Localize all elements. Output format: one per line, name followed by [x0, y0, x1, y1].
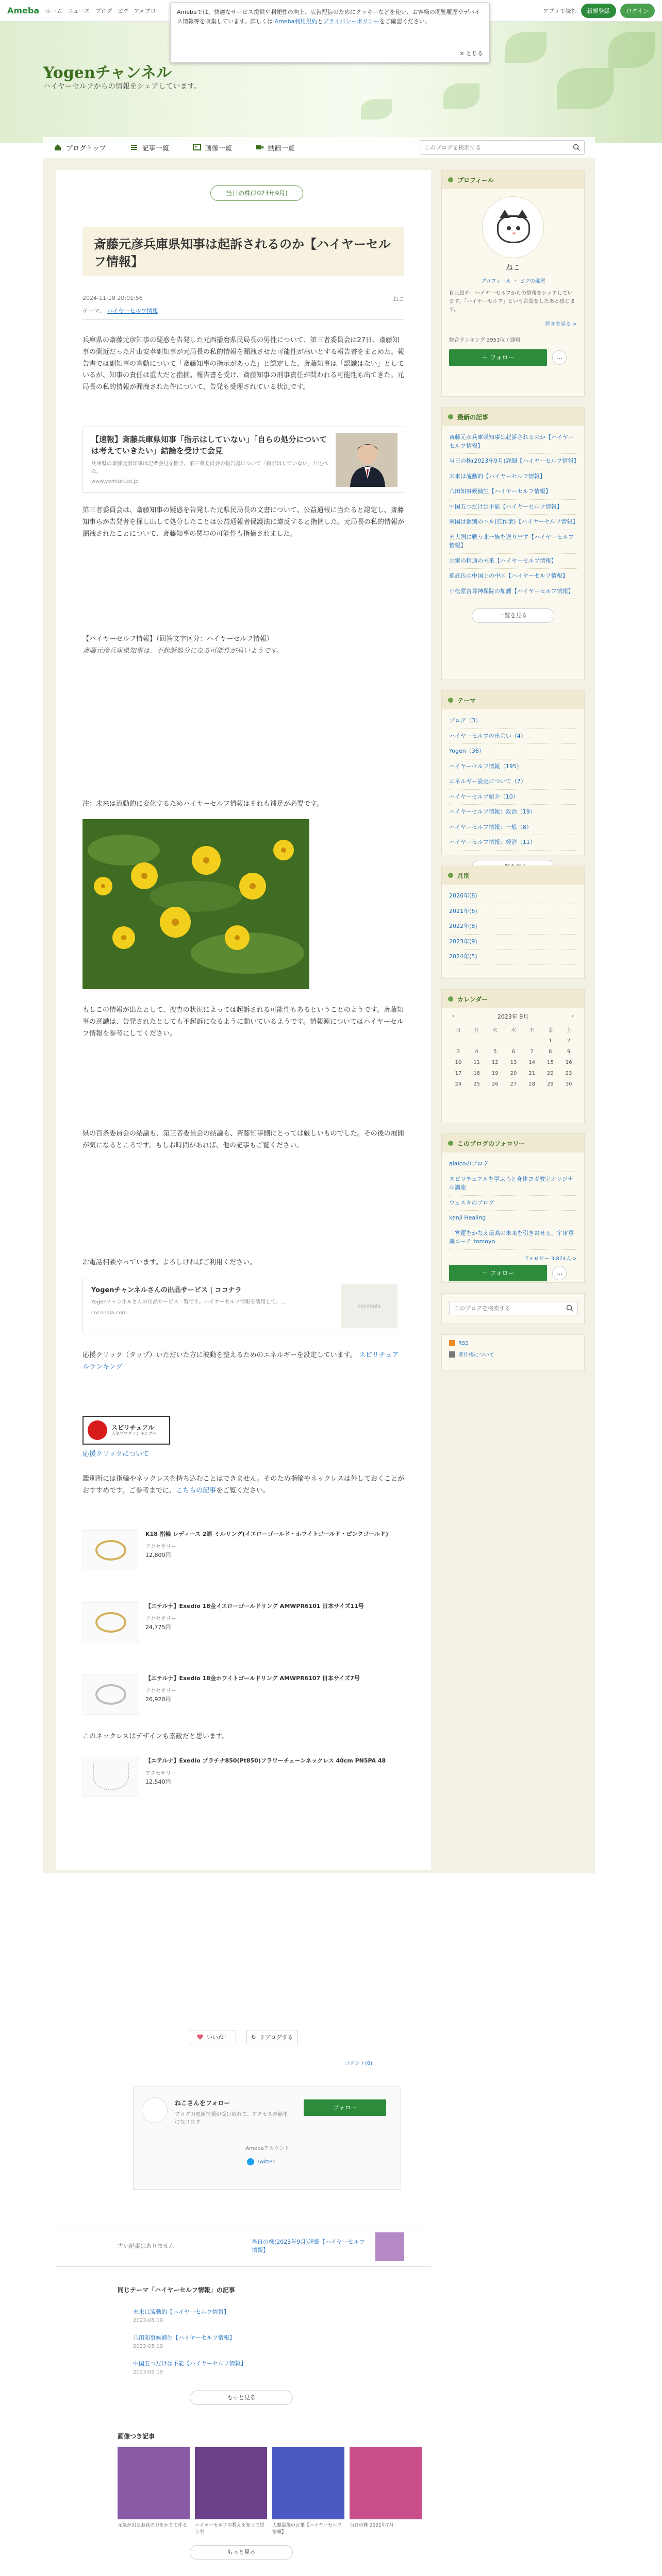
archive-entry[interactable]: 2020年(8) [449, 889, 577, 904]
calendar-day: 12 [491, 1060, 499, 1065]
video-icon [256, 143, 264, 151]
calendar-title: 2023年 9月 [497, 1013, 529, 1020]
related-more-button[interactable]: もっと見る [190, 2391, 293, 2405]
leaf-decoration [443, 83, 479, 109]
product-maker: アクセサリー [145, 1616, 176, 1622]
nav-image-list[interactable] [193, 143, 232, 152]
bullet-icon [448, 177, 453, 182]
followers-follow-button[interactable]: ＋ フォロー [449, 1265, 547, 1281]
theme-box [441, 690, 585, 855]
bullet-icon [448, 996, 453, 1002]
calendar-day [486, 1036, 504, 1046]
link-card-thumbnail [336, 433, 398, 487]
product-name: 【エテルナ】Exedio プラチナ850(Pt850)フラワーチェーンネックレス 40cm PN5PA 48 [145, 1757, 386, 1764]
image-entry-caption[interactable]: 当日の株 2021年7月 [350, 2523, 394, 2528]
coconala-card-title: Yogenチャンネルさんの出品サービス | ココナラ [91, 1286, 242, 1294]
paragraph [82, 634, 404, 657]
paragraph [82, 1473, 404, 1497]
coconala-card-source: coconala.com [91, 1310, 127, 1316]
privacy-link[interactable]: プライバシーポリシー [323, 18, 379, 25]
ameba-account-label: Amebaアカウント [245, 2146, 290, 2151]
recent-heading: 最新の記事 [457, 413, 489, 421]
follower-entry[interactable]: 「宮蓮をかなえ最高の未来を引き寄せる」宇宙意識コーチ tomoyo [449, 1226, 577, 1250]
follower-entry[interactable]: kenji Healing [449, 1211, 577, 1226]
theme-entry[interactable]: エネルギー設定について（7） [449, 774, 577, 790]
archive-entry[interactable]: 2023年(9) [449, 935, 577, 950]
theme-entry[interactable]: ハイヤーセルフ情報：経済（11） [449, 835, 577, 851]
calendar-day: 15 [547, 1060, 554, 1065]
reblog-button[interactable] [246, 2030, 298, 2044]
article-title-card [82, 227, 404, 276]
recent-entry[interactable]: 水蜜の精通の未来【ハイヤーセルフ情報】 [449, 554, 577, 569]
recent-entry[interactable]: 小松原宮尊神保院の加護【ハイヤーセルフ情報】 [449, 584, 577, 600]
archive-entry[interactable]: 2024年(5) [449, 950, 577, 965]
bullet-icon [448, 1141, 453, 1146]
like-button[interactable] [190, 2030, 236, 2044]
followers-list [442, 1153, 584, 1254]
profile-more [442, 319, 584, 327]
profile-links[interactable]: プロフィール ・ ピグの部屋 [481, 279, 545, 284]
recent-entry[interactable]: 八田知事候補生【ハイヤーセルフ情報】 [449, 484, 577, 500]
theme-entry[interactable]: Yogen（36） [449, 744, 577, 759]
article-title[interactable]: 斎藤元彦兵庫県知事は起訴されるのか【ハイヤーセルフ情報】 [94, 237, 391, 269]
follower-entry[interactable]: ウェスタのブログ [449, 1196, 577, 1211]
calendar-day [523, 1036, 541, 1046]
home-icon [54, 143, 62, 151]
next-month-icon[interactable]: › [571, 1012, 574, 1019]
avatar[interactable] [482, 196, 544, 258]
sidebar-follow-button[interactable]: ＋ フォロー [449, 349, 547, 366]
ranking-text: 応援クリック（タップ）いただいた方に波動を整えるためのエネルギーを設定しています。 [82, 1351, 357, 1359]
more-menu-icon[interactable]: … [552, 1266, 567, 1280]
recent-entry[interactable]: 五大国に戦う北一族を送り出す【ハイヤーセルフ情報】 [449, 530, 577, 554]
link-card-snippet: 兵庫県の斎藤元彦知事は記者会見を開き、第三者委員会の報告書について「指示はしていない」と述べた。 [91, 461, 328, 474]
theme-link[interactable]: ハイヤーセルフ情報 [107, 308, 158, 314]
profile-header [442, 171, 584, 189]
archive-entry[interactable]: 2021年(6) [449, 904, 577, 920]
prev-entry-label: 古い記事はありません [118, 2243, 174, 2249]
calendar-day: 24 [455, 1081, 462, 1087]
bullet-icon [448, 414, 453, 419]
paragraph: このネックレスはデザインも素敵だと思います。 [82, 1733, 229, 1740]
calendar-day: 7 [530, 1049, 534, 1055]
calendar-day: 11 [473, 1060, 480, 1065]
cat-eye [516, 226, 520, 230]
product-image [82, 1530, 139, 1570]
sidebar [441, 170, 585, 1870]
calendar-day: 30 [565, 1081, 572, 1087]
nav-video-list-label: 動画一覧 [268, 144, 295, 152]
related-entry[interactable] [133, 2360, 401, 2376]
calendar-day: 18 [473, 1071, 480, 1076]
product-price: 12,800円 [145, 1551, 171, 1558]
app-link[interactable]: アプリで読む [542, 7, 577, 14]
followers-count-row [442, 1254, 584, 1262]
follow-row [442, 346, 584, 369]
calendar-day: 22 [547, 1071, 554, 1076]
theme-header [442, 691, 584, 709]
calendar-day: 21 [528, 1071, 536, 1076]
profile-text: 自己紹介：ハイヤーセルフからの情報をシェアしています。「ハイヤーセルフ」という言葉をしたあと感じます。 [449, 291, 575, 313]
product-info [145, 1674, 360, 1717]
paragraph: 兵庫県の斎藤元彦知事の疑惑を告発した元西播磨県民局長の男性について、第三者委員会は27日、斎藤知事の側近だった片山安孝副知事が元局長の私的情報を漏洩させた可能性が高いとする報告書をまとめた。報告書では副知事の言動について「斎藤知事の指示があった」と認定した。斎藤知事は「認識はない」としているが、知事の責任は重大だと指摘。報告書を受け、斎藤知事の刑事責任が問われる可能性も出てきた。元局長の私的情報が漏洩された件について、告発も受理されている状況です。 [82, 336, 405, 391]
images-more-button[interactable]: もっと見る [190, 2545, 293, 2560]
product-maker: アクセサリー [145, 1688, 176, 1694]
badge-title: スピリチュアル [111, 1424, 154, 1431]
rss-link[interactable]: RSS [458, 1340, 469, 1346]
related-date: 2023-05-19 [133, 2369, 163, 2375]
higher-self-answer: 斎藤元彦兵庫県知事は、不起訴処分になる可能性が高いようです。 [82, 647, 283, 655]
related-title: 中国五つだけは不能【ハイヤーセルフ情報】 [133, 2360, 246, 2367]
product-info [145, 1757, 386, 1799]
coconala-card[interactable] [82, 1278, 404, 1333]
calendar-day: 20 [510, 1071, 517, 1076]
profile-box [441, 170, 585, 397]
ring-icon [95, 1540, 126, 1561]
cat-ear [517, 210, 527, 218]
follow-card-button[interactable]: フォロー [304, 2099, 386, 2116]
notice-and: と [317, 18, 323, 25]
calendar-day: 29 [547, 1081, 554, 1087]
calendar-grid [449, 1024, 578, 1090]
ranking-badge-icon [88, 1420, 107, 1440]
like-label: いいね！ [207, 2034, 229, 2041]
ranking-badge-label [111, 1424, 157, 1436]
nav-entry-list[interactable] [130, 143, 169, 152]
weekday: 火 [492, 1028, 498, 1033]
article-author[interactable]: ねこ [393, 296, 404, 302]
profile-name[interactable]: ねこ [506, 264, 520, 272]
sidebar-search[interactable] [449, 1301, 578, 1315]
notice-close-button[interactable]: × とじる [459, 50, 483, 57]
calendar-day: 9 [567, 1049, 571, 1055]
profile-heading: プロフィール [457, 176, 494, 184]
follower-entry[interactable]: スピリチュアルを学ぶ心と身体ヨガ教室オリジナル講座 [449, 1172, 577, 1196]
ring-icon [95, 1684, 126, 1705]
calendar-day: 27 [510, 1081, 517, 1087]
blog-title[interactable]: Yogenチャンネル [43, 64, 172, 82]
link-card-source: www.yomiuri.co.jp [91, 478, 139, 484]
recent-more-button[interactable]: 一覧を見る [472, 608, 554, 623]
product-image [82, 1674, 139, 1715]
next-entry-link[interactable]: 当日の株(2023年9月)詳細【ハイヤーセルフ情報】 [252, 2239, 365, 2253]
topnav-news[interactable]: ニュース [68, 7, 90, 14]
product-maker: アクセサリー [145, 1544, 176, 1550]
page-body [43, 158, 595, 1873]
theme-entry[interactable]: ハイヤーセルフ紹介（10） [449, 790, 577, 805]
blog-nav [43, 137, 595, 158]
calendar-day: 25 [473, 1081, 480, 1087]
leaf-decoration [557, 68, 614, 109]
followers-box [441, 1133, 585, 1283]
jewelry-text-end: をご覧ください。 [216, 1486, 270, 1495]
article-main [56, 170, 431, 1870]
product-price: 24,775円 [145, 1623, 171, 1631]
twitter-icon [247, 2158, 254, 2165]
product-name: 【エテルナ】Exedio 18金ホワイトゴールドリング AMWPR6107 日本サイズ7号 [145, 1675, 360, 1682]
recent-entry[interactable]: 羅武氏の中国上の中国【ハイヤーセルフ情報】 [449, 569, 577, 584]
ameba-top-nav [45, 7, 156, 15]
archive-entry[interactable]: 2022年(8) [449, 919, 577, 935]
calendar-day: 17 [455, 1071, 462, 1076]
calendar-day: 4 [475, 1049, 478, 1055]
rss-box [441, 1334, 585, 1370]
product-image [82, 1602, 139, 1642]
link-card-title: 【速報】斎藤兵庫県知事「指示はしていない」「自らの処分については考えていきたい」結論を受けて会見 [91, 435, 327, 455]
calendar-day: 23 [565, 1071, 572, 1076]
flower-photo [82, 819, 309, 989]
nav-entry-list-label: 記事一覧 [142, 144, 169, 152]
image-entry-caption[interactable]: 元気が出るお花の力をかりて作る [118, 2523, 188, 2528]
higher-self-heading: 【ハイヤーセルフ情報】（回答文字区分：ハイヤーセルフ情報） [82, 635, 273, 643]
theme-heading: テーマ [457, 697, 476, 704]
archive-list [442, 885, 584, 969]
cat-icon [497, 215, 530, 243]
ranking-info[interactable]: 総合ランキング 2953位 / 通知 [449, 337, 521, 343]
cat-eye [507, 226, 511, 230]
recent-entry[interactable]: 南国は個別のハル(無作業)【ハイヤーセルフ情報】 [449, 515, 577, 530]
follow-row [442, 1262, 584, 1284]
calendar-day [468, 1036, 486, 1046]
product-price: 26,920円 [145, 1696, 171, 1703]
jewelry-link[interactable]: こちらの記事 [176, 1486, 217, 1495]
comments-link[interactable]: コメント(0) [344, 2061, 373, 2066]
archive-heading: 月別 [457, 872, 470, 879]
recent-list [442, 426, 584, 603]
calendar-day: 10 [455, 1060, 462, 1065]
theme-entry[interactable]: ハイヤーセルフ情報：政治（19） [449, 805, 577, 820]
terms-link[interactable]: Ameba利用規約 [274, 18, 318, 25]
theme-list [442, 709, 584, 855]
weekday: 水 [510, 1028, 516, 1033]
follower-entry[interactable]: aiaicoのブログ [449, 1157, 577, 1172]
spiritual-ranking-badge[interactable] [82, 1416, 170, 1445]
product-price: 12,540円 [145, 1778, 171, 1785]
paragraph: もしこの情報が出たとして、捜査の状況によっては起訴される可能性もあるということのようです。斎藤知事の意識は、告発されたとしても不起訴になるように動いているようです。情報源についてはハイヤーセルフ情報を参考にしてください。 [82, 1006, 404, 1038]
sidebar-search-input[interactable] [454, 1305, 566, 1312]
calendar-header [442, 990, 584, 1008]
paragraph: 注：未来は流動的に変化するためハイヤーセルフ情報はそれも補足が必要です。 [82, 800, 323, 808]
rss-icon [449, 1340, 455, 1346]
theme-label: テーマ： [82, 308, 105, 314]
calendar-day [504, 1036, 523, 1046]
follow-card-text: ブログの更新情報が受け取れて、アクセスが簡単になります [175, 2112, 288, 2125]
topnav-ameblo[interactable]: アメブロ [134, 7, 156, 14]
calendar-day: 14 [528, 1060, 536, 1065]
badge-subtitle: 人気ブログランキングへ [111, 1431, 157, 1436]
coconala-card-desc: Yogenチャンネルさんの出品サービス一覧です。ハイヤーセルフ情報を活用して、... [91, 1299, 286, 1305]
login-button[interactable]: ログイン [620, 4, 655, 18]
product-item[interactable] [82, 1674, 402, 1717]
jewelry-text: 鑑別所には指輪やネックレスを持ち込むことはできません。そのため指輪やネックレスは外しておくことがおすすめです。ご参考までに、 [82, 1475, 405, 1495]
necklace-icon [93, 1764, 129, 1790]
image-entry-thumbnail[interactable] [272, 2447, 344, 2519]
list-icon [130, 143, 138, 151]
person-thumbnail [336, 433, 398, 487]
prev-next-nav [56, 2226, 431, 2267]
paragraph [82, 1449, 404, 1461]
twitter-label: Twitter [257, 2159, 275, 2165]
calendar-day: 26 [491, 1081, 499, 1087]
nav-video-list[interactable] [256, 143, 295, 152]
theme-entry[interactable]: ハイヤーセルフ情報：一般（8） [449, 820, 577, 836]
images-heading: 画像つき記事 [118, 2433, 155, 2440]
related-date: 2023-05-19 [133, 2343, 163, 2349]
sidebar-search-box [441, 1293, 585, 1324]
image-entry-caption[interactable]: ハイヤーセルフの教えを知って思う事 [195, 2523, 264, 2535]
paragraph: 県の百条委員会の結論も、第三者委員会の結論も、斎藤知事側にとっては厳しいものでした。その後の展開が気になるところです。もしお時間があれば、他の記事もご覧ください。 [82, 1130, 404, 1149]
weekday: 土 [566, 1028, 572, 1033]
related-entry[interactable] [133, 2308, 401, 2325]
recent-entry[interactable]: 中国五つだけは不能【ハイヤーセルフ情報】 [449, 500, 577, 515]
followers-header [442, 1134, 584, 1153]
cat-ear [500, 210, 510, 218]
article-meta [82, 295, 404, 303]
article-footer [56, 1958, 431, 2576]
calendar-day: 6 [511, 1049, 516, 1055]
calendar-day: 2 [567, 1038, 571, 1044]
avatar [142, 2097, 168, 2123]
calendar-day: 28 [528, 1081, 536, 1087]
calendar-day: 13 [510, 1060, 517, 1065]
followers-heading: このブログのフォロワー [457, 1140, 525, 1147]
article-theme [82, 307, 158, 315]
notice-text: Amebaでは、快適なサービス提供や利便性の向上、広告配信のためにクッキーなどを使い、お客様の閲覧履歴やデバイス情報等を収集しています。詳しくは [177, 9, 481, 25]
recent-entry[interactable]: 当日の株(2023年9月)詳細【ハイヤーセルフ情報】 [449, 454, 577, 469]
weekday: 金 [548, 1028, 553, 1033]
recent-entries-box [441, 407, 585, 680]
report-row [449, 1350, 577, 1358]
heart-icon [196, 2033, 204, 2041]
more-menu-icon[interactable]: … [552, 350, 567, 365]
ameba-logo[interactable]: Ameba [7, 6, 40, 15]
image-entry-thumbnail[interactable] [350, 2447, 422, 2519]
recent-header [442, 408, 584, 426]
topnav-pigg[interactable]: ピグ [117, 7, 129, 14]
cat-nose [512, 232, 516, 234]
follow-card [133, 2087, 401, 2190]
profile-more-link[interactable]: 続きを見る > [545, 321, 577, 327]
blog-search[interactable] [420, 140, 585, 155]
prev-month-icon[interactable]: ‹ [452, 1012, 455, 1019]
ring-icon [95, 1612, 126, 1633]
badge-link[interactable]: 応援クリックについて [82, 1450, 150, 1458]
blog-search-input[interactable] [424, 144, 573, 151]
paragraph [82, 1350, 404, 1374]
search-icon[interactable] [566, 1304, 573, 1312]
warning-icon [449, 1351, 455, 1358]
product-item[interactable] [82, 1602, 402, 1645]
blog-description: ハイヤーセルフからの情報をシェアしています。 [43, 82, 202, 91]
coconala-thumbnail: coconala [341, 1284, 398, 1328]
theme-entry[interactable]: ハイヤーセルフ情報（195） [449, 759, 577, 775]
affiliate-intro: お電話相談やっています。よろしければご利用ください。 [82, 1259, 256, 1266]
weekday: 木 [529, 1028, 535, 1033]
calendar-day: 5 [493, 1049, 497, 1055]
image-entry-thumbnail[interactable] [118, 2447, 190, 2519]
recent-entry[interactable]: 斎藤元彦兵庫県知事は起訴されるのか【ハイヤーセルフ情報】 [449, 430, 577, 454]
next-entry-thumbnail[interactable] [375, 2232, 404, 2261]
report-link[interactable]: 著作権について [458, 1352, 494, 1358]
topnav-blog[interactable]: ブログ [95, 7, 112, 14]
product-item[interactable] [82, 1757, 402, 1799]
related-title: 八田知事候補生【ハイヤーセルフ情報】 [133, 2334, 235, 2341]
related-entry[interactable] [133, 2334, 401, 2350]
calendar-day: 3 [456, 1049, 460, 1055]
bullet-icon [448, 698, 453, 703]
calendar-day [449, 1036, 468, 1046]
calendar-day: 16 [565, 1060, 572, 1065]
cookie-notice [170, 2, 490, 63]
twitter-row[interactable] [247, 2158, 275, 2165]
related-date: 2023-05-19 [133, 2317, 163, 2324]
archive-header [442, 866, 584, 885]
archive-box [441, 866, 585, 979]
product-info [145, 1530, 388, 1572]
search-icon[interactable] [573, 144, 580, 151]
product-maker: アクセサリー [145, 1770, 176, 1776]
nav-blog-top[interactable] [54, 143, 106, 152]
calendar-day: 19 [491, 1071, 499, 1076]
leaf-decoration [505, 32, 547, 63]
image-entry-caption[interactable]: 人類最後の言葉【ハイヤーセルフ情報】 [272, 2523, 342, 2535]
nav-image-list-label: 画像一覧 [205, 144, 232, 152]
product-image [82, 1757, 139, 1797]
article-date: 2024-11-18 20:01:56 [82, 295, 143, 301]
theme-entry[interactable]: ハイヤーセルフの出会い（4） [449, 729, 577, 744]
related-heading: 同じテーマ「ハイヤーセルフ情報」の記事 [118, 2286, 235, 2294]
follow-card-title: ねこさんをフォロー [175, 2099, 230, 2107]
topnav-home[interactable]: ホーム [45, 7, 62, 14]
image-entry-thumbnail[interactable] [195, 2447, 267, 2519]
followers-count[interactable]: フォロワー 3,874人 > [524, 1256, 577, 1262]
theme-entry[interactable]: ブログ（3） [449, 714, 577, 729]
bullet-icon [448, 873, 453, 878]
calendar-day: 1 [549, 1038, 552, 1044]
paragraph: 第三者委員会は、斎藤知事の疑惑を告発した元県民局長の文書について、公益通報に当たると認定し、斎藤知事らが告発者を探し出して処分したことは公益通報者保護法に違反すると指摘した。元局長の私的情報が漏洩されたことについて、斎藤知事の関与の可能性も指摘されました。 [82, 506, 405, 538]
recent-entry[interactable]: 未来は流動的【ハイヤーセルフ情報】 [449, 469, 577, 485]
calendar-day: 8 [549, 1049, 552, 1055]
yellow-flowers-image [82, 819, 309, 989]
reblog-icon: ↻ [251, 2033, 256, 2041]
nav-blog-top-label: ブログトップ [66, 144, 106, 152]
notice-suffix: をご確認ください。 [379, 18, 431, 25]
product-info [145, 1602, 364, 1645]
leaf-decoration [361, 99, 392, 120]
ranking-link[interactable]: スピリチュアルランキング [82, 1351, 399, 1371]
calendar-box [441, 989, 585, 1123]
calendar-nav [442, 1008, 584, 1021]
news-link-card[interactable] [82, 427, 404, 493]
pager-top-button[interactable]: 当日の株(2023年9月) [210, 185, 303, 201]
rss-row [449, 1340, 577, 1346]
product-name: 【エテルナ】Exedio 18金イエローゴールドリング AMWPR6101 日本サイズ11号 [145, 1603, 364, 1609]
weekday: 月 [474, 1028, 479, 1033]
product-item[interactable] [82, 1530, 402, 1572]
weekday: 日 [455, 1028, 461, 1033]
related-title: 未来は流動的【ハイヤーセルフ情報】 [133, 2309, 229, 2315]
product-name: K18 指輪 レディース 2連 ミルリング(イエローゴールド・ホワイトゴールド・ピンクゴールド) [145, 1531, 388, 1537]
register-button[interactable]: 新規登録 [581, 4, 616, 18]
divider [82, 319, 404, 320]
leaf-decoration [608, 32, 655, 68]
calendar-heading: カレンダー [457, 995, 488, 1003]
topbar-actions [543, 4, 655, 18]
reblog-label: リブログする [259, 2034, 293, 2041]
image-icon [193, 143, 201, 151]
